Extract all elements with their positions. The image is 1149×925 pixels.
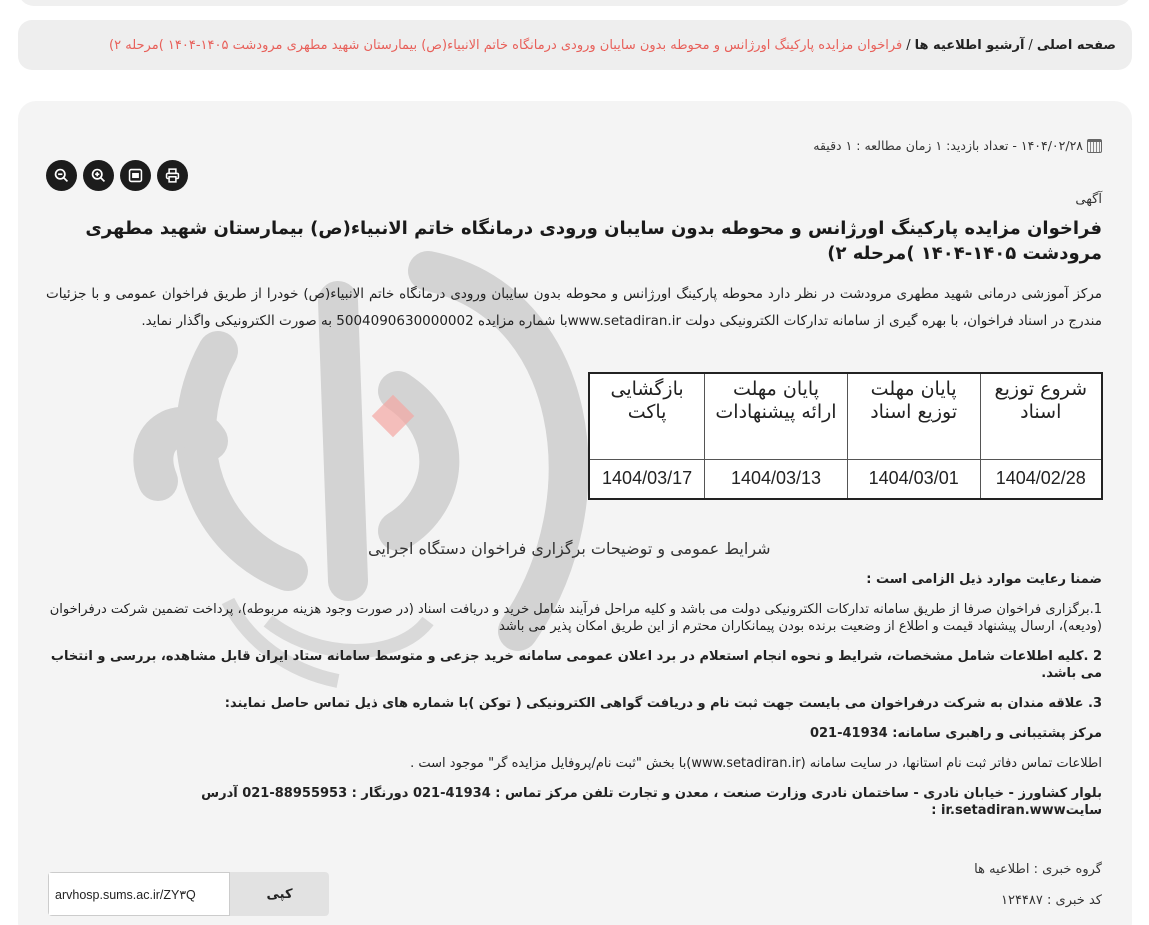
condition-item: 1.برگزاری فراخوان صرفا از طریق سامانه تدارکات الکترونیکی دولت می باشد و کلیه مراحل فرآیند شامل خرید و دریافت اسناد (در صورت وجود هزینه مربوطه)، پرداخت تضمین شرکت درفراخوان (ودیعه)، ارسال پیشنهاد قیمت و اطلاع از وضعیت برنده بودن پیمانکاران محترم از این طریق امکان پذیر می باشد	[49, 602, 1102, 634]
print-icon	[164, 167, 181, 184]
condition-item: 2 .کلیه اطلاعات شامل مشخصات، شرایط و نحوه انجام استعلام در برد اعلان عمومی سامانه خرید جزعی و متوسط سامانه ستاد ایران قابل مشاهده، بررسی و انتخاب می باشد.	[50, 649, 1102, 681]
article-category: آگهی	[1075, 192, 1102, 207]
breadcrumb-archive[interactable]: آرشیو اطلاعیه ها	[914, 37, 1025, 53]
table-header: پایان مهلت توزیع اسناد	[847, 373, 980, 459]
table-cell: 1404/02/28	[980, 459, 1102, 499]
top-bar	[18, 0, 1132, 6]
print-button[interactable]	[157, 160, 188, 191]
article-meta	[813, 138, 1102, 153]
visit-count: - تعداد بازدید: ۱	[935, 138, 1017, 153]
table-header: شروع توزیع اسناد	[980, 373, 1102, 459]
table-cell: 1404/03/01	[847, 459, 980, 499]
table-header: پایان مهلت ارائه پیشنهادات	[705, 373, 848, 459]
pdf-icon	[127, 167, 144, 184]
copy-button[interactable]: کپی	[230, 872, 329, 916]
table-header-row	[589, 373, 1102, 459]
article-card	[18, 101, 1132, 925]
breadcrumb-home[interactable]: صفحه اصلی	[1036, 37, 1116, 53]
contact-address: بلوار کشاورز - خیابان نادری - ساختمان نادری وزارت صنعت ، معدن و تجارت تلفن مرکز تماس : 41934-021 دورنگار : 88955953-021 آدرس سایتir.setadiran.www :	[201, 786, 1102, 818]
breadcrumb-current: فراخوان مزایده پارکینگ اورژانس و محوطه بدون سایبان ورودی درمانگاه خاتم الانبیاء(ص) بیمارستان شهید مطهری مرودشت ۱۴۰۵-۱۴۰۴ )مرحله ۲)	[109, 37, 903, 53]
article-tools	[46, 160, 188, 191]
condition-item: 3. علاقه مندان به شرکت درفراخوان می بایست جهت ثبت نام و دریافت گواهی الکترونیکی ( توکن )با شماره های ذیل تماس حاصل نمایند:	[224, 696, 1102, 711]
table-cell: 1404/03/17	[589, 459, 705, 499]
zoom-in-button[interactable]	[83, 160, 114, 191]
conditions-intro: ضمنا رعایت موارد ذیل الزامی است :	[866, 572, 1102, 587]
zoom-out-icon	[53, 167, 70, 184]
news-code: کد خبری : ۱۲۴۴۸۷	[1000, 893, 1102, 908]
reading-time: زمان مطالعه : ۱ دقیقه	[813, 138, 932, 153]
short-link-field[interactable]: arvhosp.sums.ac.ir/ZY۳Q	[48, 872, 230, 916]
breadcrumb-separator: /	[1028, 37, 1033, 53]
article-body: مرکز آموزشی درمانی شهید مطهری مرودشت در نظر دارد محوطه پارکینگ اورژانس و محوطه بدون سایبان ورودی درمانگاه خاتم الانبیاء(ص) خودرا از طریق فراخوان عمومی و با جزئیات مندرج در اسناد فراخوان، با بهره گیری از سامانه تدارکات الکترونیکی دولت www.setadiran.irبا شماره مزایده 5004090630000002 به صورت الکترونیکی واگذار نماید.	[46, 286, 1102, 329]
conditions-heading: شرایط عمومی و توضیحات برگزاری فراخوان دستگاه اجرایی	[368, 539, 771, 558]
pdf-button[interactable]	[120, 160, 151, 191]
calendar-icon	[1087, 139, 1102, 153]
breadcrumb-separator: /	[906, 37, 911, 53]
conditions-list	[46, 571, 1102, 832]
news-group: گروه خبری : اطلاعیه ها	[974, 862, 1102, 877]
zoom-out-button[interactable]	[46, 160, 77, 191]
province-offices: اطلاعات تماس دفاتر ثبت نام استانها، در سایت سامانه (www.setadiran.ir)با بخش "ثبت نام/پروفایل مزایده گر" موجود است .	[410, 756, 1102, 771]
breadcrumb	[18, 20, 1132, 70]
short-link-box	[48, 872, 329, 916]
table-row	[589, 459, 1102, 499]
dates-table	[588, 372, 1103, 500]
article-title: فراخوان مزایده پارکینگ اورژانس و محوطه بدون سایبان ورودی درمانگاه خاتم الانبیاء(ص) بیمارستان شهید مطهری مرودشت ۱۴۰۵-۱۴۰۴ )مرحله ۲)	[85, 218, 1102, 264]
table-cell: 1404/03/13	[705, 459, 848, 499]
support-center: مرکز پشتیبانی و راهبری سامانه: 41934-021	[809, 726, 1102, 741]
publish-date: ۱۴۰۴/۰۲/۲۸	[1020, 138, 1083, 153]
table-header: بازگشایی پاکت	[589, 373, 705, 459]
zoom-in-icon	[90, 167, 107, 184]
